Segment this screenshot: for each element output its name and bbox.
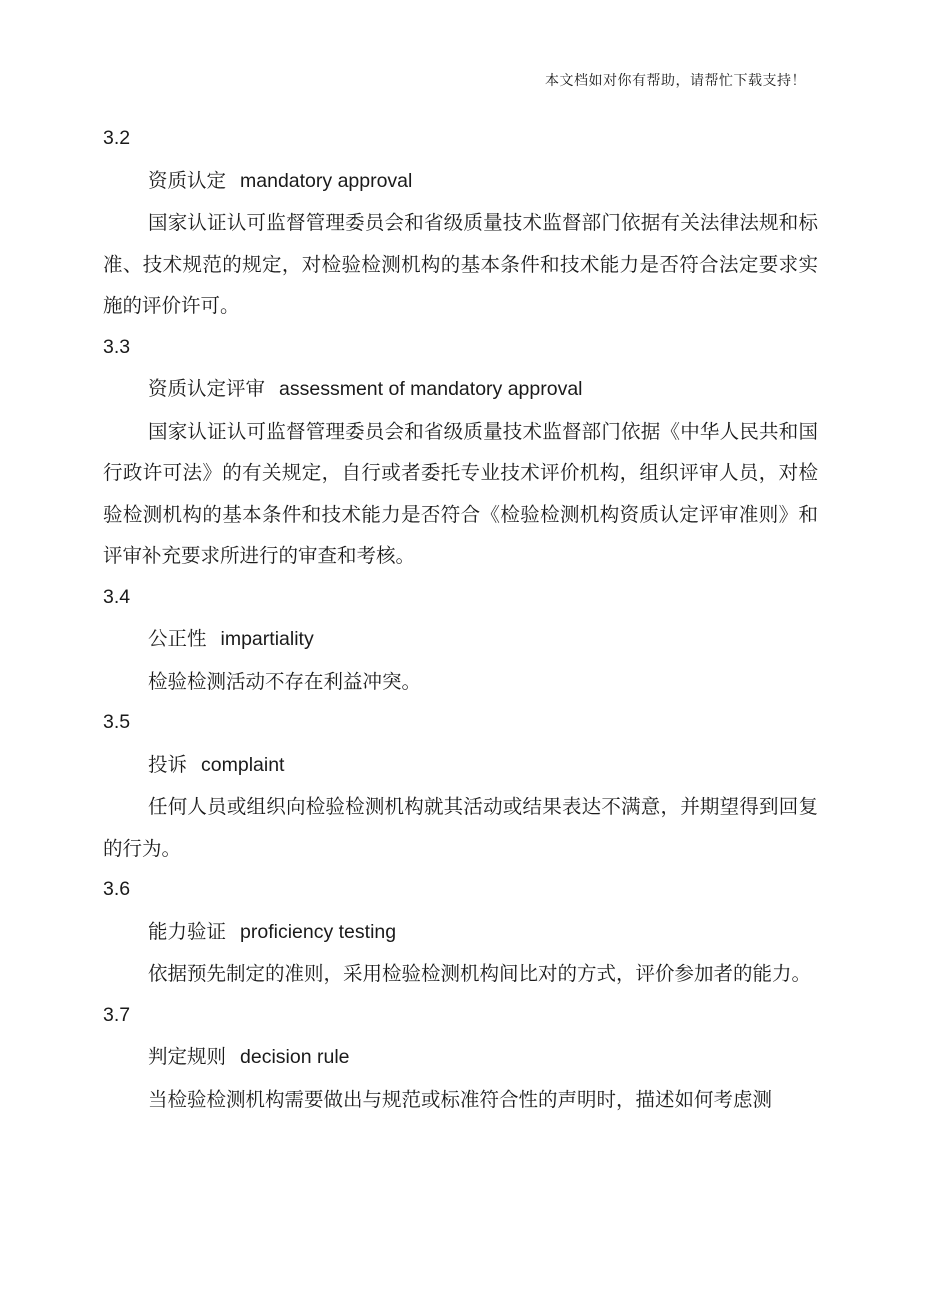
term-chinese: 判定规则	[148, 1045, 227, 1068]
term-chinese: 投诉	[148, 752, 188, 776]
term-english: impartiality	[220, 628, 314, 650]
clause-number: 3.5	[103, 711, 131, 733]
term-chinese: 公正性	[148, 627, 207, 650]
term-definition: 任何人员或组织向检验检测机构就其活动或结果表达不满意，并期望得到回复的行为。	[103, 795, 818, 860]
term-chinese: 资质认定	[148, 168, 227, 192]
clause-number: 3.2	[103, 127, 131, 149]
term-definition: 国家认证认可监督管理委员会和省级质量技术监督部门依据有关法律法规和标准、技术规范的规定，对检验检测机构的基本条件和技术能力是否符合法定要求实施的评价许可。	[103, 211, 818, 317]
document-body	[103, 118, 818, 1120]
term-definition: 当检验检测机构需要做出与规范或标准符合性的声明时，描述如何考虑测	[148, 1087, 773, 1111]
clause-number: 3.4	[103, 585, 131, 608]
term-line	[103, 368, 818, 411]
term-chinese: 资质认定评审	[148, 377, 266, 400]
term-line	[103, 1036, 818, 1079]
term-definition: 检验检测活动不存在利益冲突。	[148, 669, 422, 693]
term-line	[103, 911, 818, 954]
clause-number: 3.7	[103, 1003, 131, 1026]
term-english: proficiency testing	[240, 920, 397, 943]
term-english: decision rule	[240, 1046, 350, 1068]
term-chinese: 能力验证	[148, 919, 227, 943]
term-definition: 国家认证认可监督管理委员会和省级质量技术监督部门依据《中华人民共和国行政许可法》的有关规定，自行或者委托专业技术评价机构，组织评审人员，对检验检测机构的基本条件和技术能力是否符合《检验检测机构资质认定评审准则》和评审补充要求所进行的审查和考核。	[103, 419, 818, 567]
clause-number: 3.6	[103, 878, 131, 900]
page-header-note: 本文档如对你有帮助，请帮忙下载支持！	[545, 73, 806, 89]
term-english: complaint	[201, 753, 285, 776]
clause-number: 3.3	[103, 335, 131, 358]
term-english: mandatory approval	[240, 169, 413, 192]
term-definition: 依据预先制定的准则，采用检验检测机构间比对的方式，评价参加者的能力。	[148, 962, 812, 985]
term-line	[103, 618, 818, 661]
term-english: assessment of mandatory approval	[279, 378, 583, 400]
term-line	[103, 160, 818, 203]
term-line	[103, 744, 818, 787]
